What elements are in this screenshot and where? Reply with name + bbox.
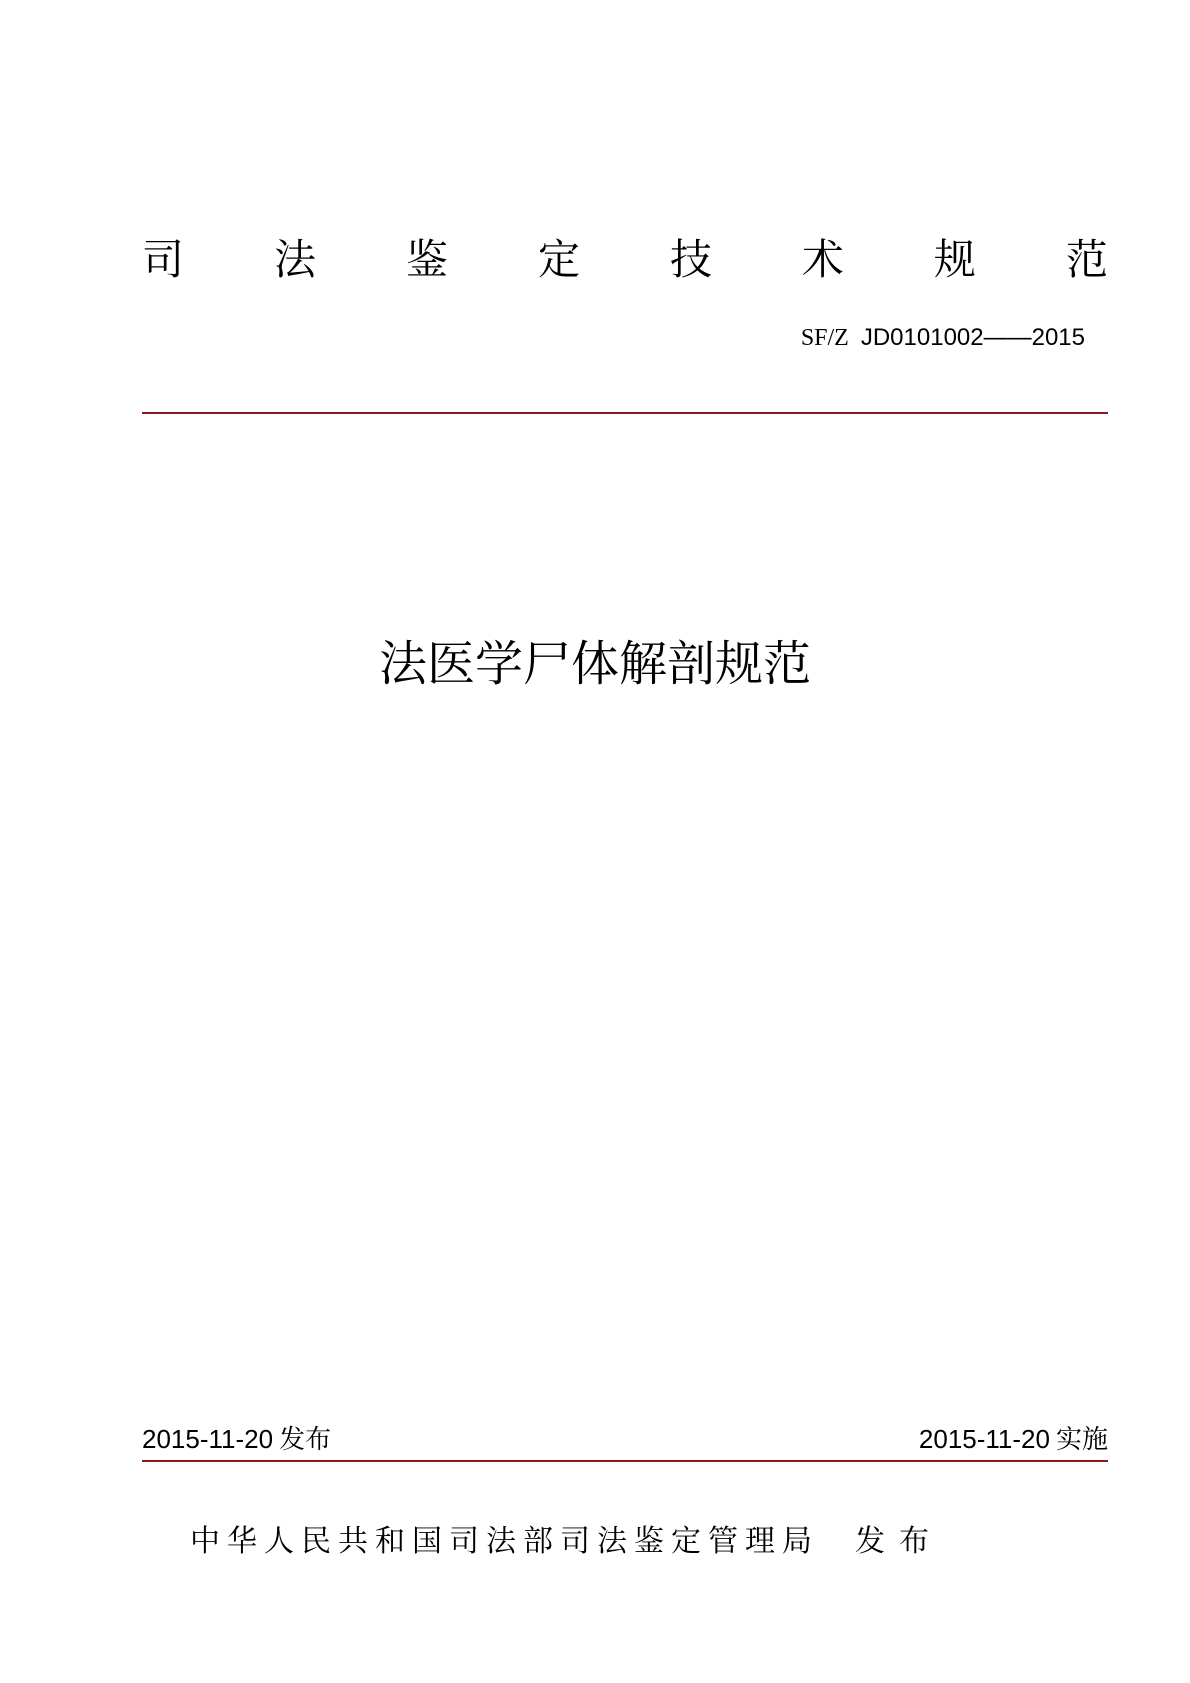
issued-date	[142, 1422, 331, 1457]
standard-number	[801, 320, 1085, 355]
issued-date-value: 2015-11-20	[142, 1424, 274, 1454]
series-char: 法	[273, 235, 316, 284]
effective-date	[919, 1422, 1108, 1457]
series-char: 定	[537, 235, 580, 284]
series-char: 术	[801, 235, 844, 284]
issued-label: 发布	[279, 1425, 332, 1455]
standard-code: JD0101002——2015	[860, 324, 1085, 351]
series-title	[142, 232, 1108, 288]
series-char: 规	[933, 235, 976, 284]
series-char: 技	[669, 235, 712, 284]
document-title: 法医学尸体解剖规范	[378, 636, 811, 692]
issuer-action: 发布	[855, 1524, 943, 1559]
bottom-divider	[142, 1460, 1108, 1462]
effective-label: 实施	[1055, 1425, 1108, 1455]
series-char: 范	[1065, 235, 1108, 284]
issuer-line	[190, 1522, 943, 1562]
effective-date-value: 2015-11-20	[918, 1424, 1050, 1454]
issuer-name: 中华人民共和国司法部司法鉴定管理局	[190, 1524, 819, 1559]
series-char: 鉴	[405, 235, 448, 284]
standard-prefix: SF/Z	[800, 325, 849, 351]
top-divider	[142, 412, 1108, 414]
series-char: 司	[142, 235, 185, 284]
